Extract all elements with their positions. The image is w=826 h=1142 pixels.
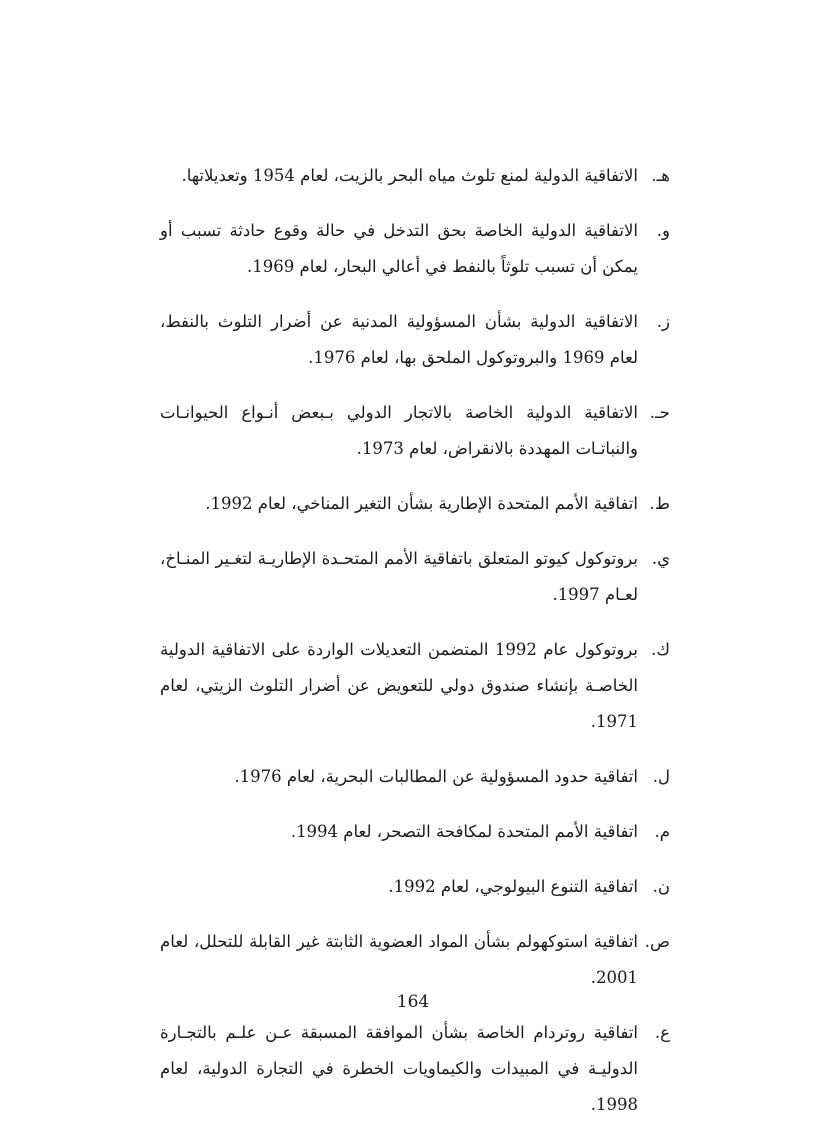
list-item-6 <box>160 541 670 613</box>
list-marker: ن. <box>652 877 670 896</box>
list-marker: ط. <box>649 494 670 513</box>
list-item-text: اتفاقية استوكهولم بشأن المواد العضوية الثابتة غير القابلة للتحلل، لعام 2001. <box>160 932 638 987</box>
list-item-2 <box>160 213 670 285</box>
list-item-text: بروتوكول عام 1992 المتضمن التعديلات الواردة على الاتفاقية الدولية الخاصـة بإنشاء صندوق دولي للتعويض عن أضرار التلوث الزيتي، لعام 1971. <box>160 640 638 731</box>
list-item-12 <box>160 1015 670 1123</box>
list-item-11 <box>160 924 670 996</box>
list-item-text: بروتوكول كيوتو المتعلق باتفاقية الأمم المتحـدة الإطاريـة لتغـير المنـاخ، لعـام 1997. <box>160 549 638 604</box>
list-item-10 <box>160 869 670 905</box>
list-marker: ك. <box>651 640 670 659</box>
list-item-text: الاتفاقية الدولية الخاصة بحق التدخل في حالة وقوع حادثة تسبب أو يمكن أن تسبب تلوثاً بالنفط في أعالي البحار، لعام 1969. <box>160 221 638 276</box>
list-item-5 <box>160 486 670 522</box>
list-item-9 <box>160 814 670 850</box>
list-marker: ع. <box>654 1023 670 1042</box>
list-marker: ي. <box>651 549 670 568</box>
list-item-text: اتفاقية روتردام الخاصة بشأن الموافقة المسبقة عـن علـم بالتجـارة الدوليـة في المبيدات والكيماويات الخطرة في التجارة الدولية، لعام 1998. <box>160 1023 638 1114</box>
list-marker: ص. <box>644 932 670 951</box>
page-number: 164 <box>396 992 430 1012</box>
list-marker: حـ. <box>649 403 670 422</box>
list-item-text: اتفاقية حدود المسؤولية عن المطالبات البحرية، لعام 1976. <box>234 767 638 786</box>
list-item-8 <box>160 759 670 795</box>
list-item-3 <box>160 304 670 376</box>
list-item-text: اتفاقية الأمم المتحدة الإطارية بشأن التغير المناخي، لعام 1992. <box>205 494 638 513</box>
list-item-text: الاتفاقية الدولية بشأن المسؤولية المدنية عن أضرار التلوث بالنفط، لعام 1969 والبروتوكول الملحق بها، لعام 1976. <box>160 312 638 367</box>
list-item-1 <box>160 158 670 194</box>
list-item-text: الاتفاقية الدولية لمنع تلوث مياه البحر بالزيت، لعام 1954 وتعديلاتها. <box>181 166 638 185</box>
list-marker: هـ. <box>651 166 670 185</box>
list-item-4 <box>160 395 670 467</box>
list-item-text: الاتفاقية الدولية الخاصة بالاتجار الدولي بـبعض أنـواع الحيوانـات والنباتـات المهددة بالانقراض، لعام 1973. <box>160 403 638 458</box>
list-marker: ز. <box>656 312 670 331</box>
list-item-7 <box>160 632 670 740</box>
list-item-text: اتفاقية الأمم المتحدة لمكافحة التصحر، لعام 1994. <box>290 822 638 841</box>
list-marker: ل. <box>652 767 670 786</box>
list-marker: و. <box>656 221 670 240</box>
list-marker: م. <box>654 822 670 841</box>
list-item-text: اتفاقية التنوع البيولوجي، لعام 1992. <box>388 877 638 896</box>
